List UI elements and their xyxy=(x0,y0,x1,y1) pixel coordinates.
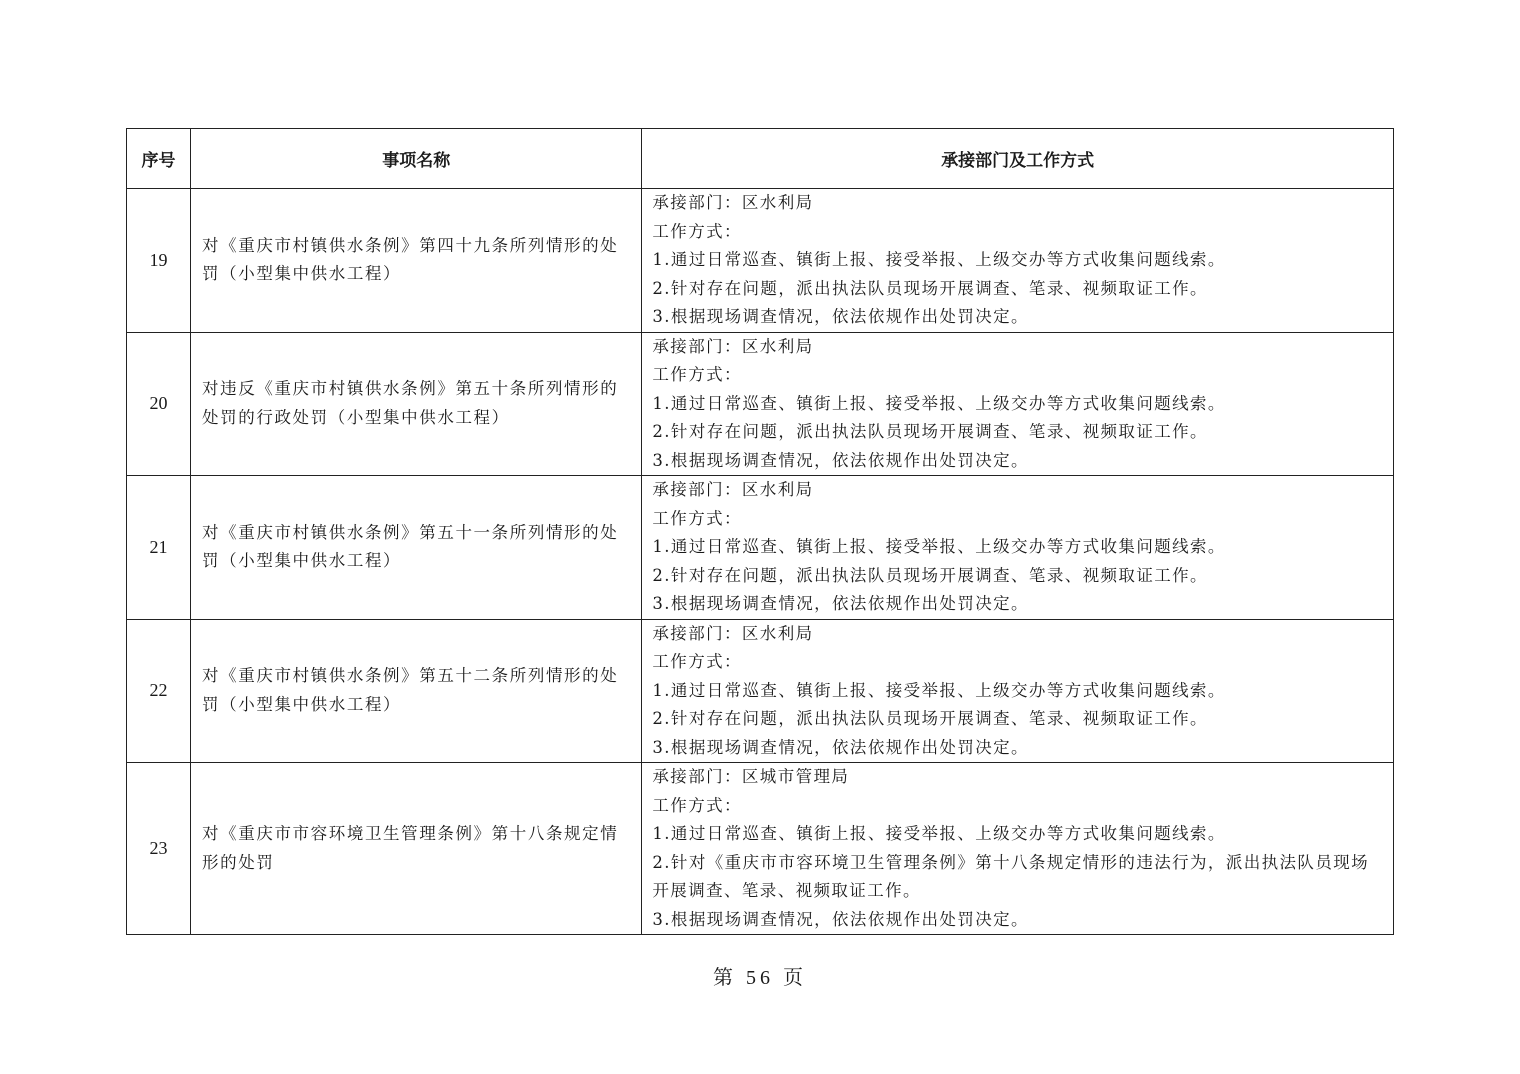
dept-line: 3.根据现场调查情况，依法依规作出处罚决定。 xyxy=(652,594,1029,613)
dept-line: 3.根据现场调查情况，依法依规作出处罚决定。 xyxy=(652,307,1029,326)
dept-line: 承接部门：区水利局 xyxy=(652,480,814,499)
dept-line: 工作方式： xyxy=(652,652,742,671)
header-item-name: 事项名称 xyxy=(191,129,642,189)
dept-line: 承接部门：区水利局 xyxy=(652,623,814,643)
dept-line: 3.根据现场调查情况，依法依规作出处罚决定。 xyxy=(652,737,1029,757)
item-name: 对《重庆市村镇供水条例》第五十一条所列情形的处罚（小型集中供水工程） xyxy=(191,476,642,620)
row-number: 19 xyxy=(127,189,191,333)
dept-line: 3.根据现场调查情况，依法依规作出处罚决定。 xyxy=(652,909,1029,929)
table-row xyxy=(127,332,1394,476)
dept-line: 2.针对存在问题，派出执法队员现场开展调查、笔录、视频取证工作。 xyxy=(652,565,1208,585)
table-header-row xyxy=(127,129,1394,189)
dept-method xyxy=(642,763,1394,935)
dept-line: 2.针对存在问题，派出执法队员现场开展调查、笔录、视频取证工作。 xyxy=(652,709,1208,728)
dept-method xyxy=(642,332,1394,476)
dept-line: 2.针对《重庆市市容环境卫生管理条例》第十八条规定情形的违法行为，派出执法队员现场开展调查、笔录、视频取证工作。 xyxy=(652,852,1370,900)
dept-line: 1.通过日常巡查、镇街上报、接受举报、上级交办等方式收集问题线索。 xyxy=(652,824,1226,843)
row-number: 22 xyxy=(127,619,191,763)
dept-method xyxy=(642,476,1394,620)
dept-line: 2.针对存在问题，派出执法队员现场开展调查、笔录、视频取证工作。 xyxy=(652,422,1208,441)
dept-line: 工作方式： xyxy=(652,365,742,384)
dept-line: 工作方式： xyxy=(652,795,742,815)
dept-line: 承接部门：区水利局 xyxy=(652,193,814,212)
dept-line: 1.通过日常巡查、镇街上报、接受举报、上级交办等方式收集问题线索。 xyxy=(652,537,1226,556)
dept-line: 承接部门：区水利局 xyxy=(652,336,814,356)
dept-method xyxy=(642,619,1394,763)
row-number: 23 xyxy=(127,763,191,935)
dept-line: 1.通过日常巡查、镇街上报、接受举报、上级交办等方式收集问题线索。 xyxy=(652,393,1226,413)
table-row xyxy=(127,476,1394,620)
item-name: 对《重庆市市容环境卫生管理条例》第十八条规定情形的处罚 xyxy=(191,763,642,935)
item-name: 对《重庆市村镇供水条例》第五十二条所列情形的处罚（小型集中供水工程） xyxy=(191,619,642,763)
dept-line: 2.针对存在问题，派出执法队员现场开展调查、笔录、视频取证工作。 xyxy=(652,278,1208,298)
header-dept-method: 承接部门及工作方式 xyxy=(642,129,1394,189)
row-number: 21 xyxy=(127,476,191,620)
dept-line: 工作方式： xyxy=(652,508,742,528)
items-table xyxy=(126,128,1394,935)
table-row xyxy=(127,619,1394,763)
dept-line: 1.通过日常巡查、镇街上报、接受举报、上级交办等方式收集问题线索。 xyxy=(652,680,1226,700)
table-row xyxy=(127,189,1394,333)
item-name: 对《重庆市村镇供水条例》第四十九条所列情形的处罚（小型集中供水工程） xyxy=(191,189,642,333)
header-no: 序号 xyxy=(127,129,191,189)
page-number: 第 56 页 xyxy=(713,967,807,989)
row-number: 20 xyxy=(127,332,191,476)
dept-method xyxy=(642,189,1394,333)
dept-line: 3.根据现场调查情况，依法依规作出处罚决定。 xyxy=(652,450,1029,470)
dept-line: 承接部门：区城市管理局 xyxy=(652,767,850,786)
table-row xyxy=(127,763,1394,935)
item-name: 对违反《重庆市村镇供水条例》第五十条所列情形的处罚的行政处罚（小型集中供水工程） xyxy=(191,332,642,476)
dept-line: 1.通过日常巡查、镇街上报、接受举报、上级交办等方式收集问题线索。 xyxy=(652,250,1226,269)
dept-line: 工作方式： xyxy=(652,221,742,241)
